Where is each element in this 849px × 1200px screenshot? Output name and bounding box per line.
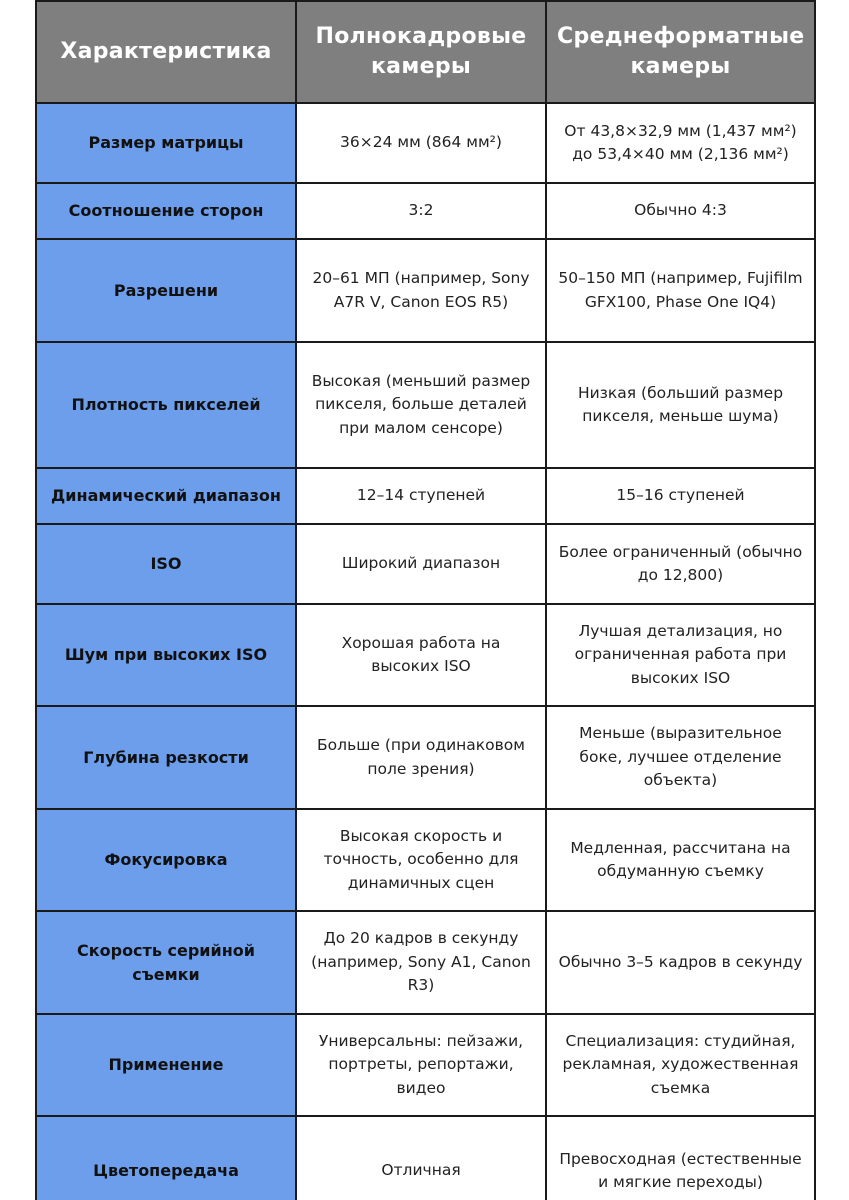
full-frame-cell: 20–61 МП (например, Sony A7R V, Canon EOS R5) xyxy=(296,239,546,342)
full-frame-cell: 36×24 мм (864 мм²) xyxy=(296,103,546,183)
table-row xyxy=(36,342,815,468)
medium-format-cell: Обычно 4:3 xyxy=(546,183,815,239)
row-label: Разрешени xyxy=(36,239,296,342)
full-frame-cell: 3:2 xyxy=(296,183,546,239)
row-label: Цветопередача xyxy=(36,1116,296,1200)
row-label: Фокусировка xyxy=(36,809,296,911)
header-full-frame: Полнокадровые камеры xyxy=(296,1,546,103)
row-label: Скорость серийной съемки xyxy=(36,911,296,1014)
row-label: Применение xyxy=(36,1014,296,1116)
row-label: Шум при высоких ISO xyxy=(36,604,296,706)
table-row xyxy=(36,1014,815,1116)
medium-format-cell: Специализация: студийная, рекламная, художественная съемка xyxy=(546,1014,815,1116)
full-frame-cell: Высокая скорость и точность, особенно для динамичных сцен xyxy=(296,809,546,911)
medium-format-cell: 15–16 ступеней xyxy=(546,468,815,524)
medium-format-cell: 50–150 МП (например, Fujifilm GFX100, Phase One IQ4) xyxy=(546,239,815,342)
medium-format-cell: Лучшая детализация, но ограниченная работа при высоких ISO xyxy=(546,604,815,706)
full-frame-cell: Больше (при одинаковом поле зрения) xyxy=(296,706,546,809)
table-row xyxy=(36,604,815,706)
row-label: ISO xyxy=(36,524,296,604)
table-row xyxy=(36,706,815,809)
full-frame-cell: Отличная xyxy=(296,1116,546,1200)
table-row xyxy=(36,911,815,1014)
medium-format-cell: Обычно 3–5 кадров в секунду xyxy=(546,911,815,1014)
row-label: Плотность пикселей xyxy=(36,342,296,468)
row-label: Соотношение сторон xyxy=(36,183,296,239)
table-row xyxy=(36,468,815,524)
full-frame-cell: Универсальны: пейзажи, портреты, репортажи, видео xyxy=(296,1014,546,1116)
table-row xyxy=(36,183,815,239)
full-frame-cell: Хорошая работа на высоких ISO xyxy=(296,604,546,706)
row-label: Динамический диапазон xyxy=(36,468,296,524)
comparison-table xyxy=(35,0,816,1200)
row-label: Глубина резкости xyxy=(36,706,296,809)
row-label: Размер матрицы xyxy=(36,103,296,183)
full-frame-cell: Широкий диапазон xyxy=(296,524,546,604)
medium-format-cell: От 43,8×32,9 мм (1,437 мм²) до 53,4×40 мм (2,136 мм²) xyxy=(546,103,815,183)
medium-format-cell: Превосходная (естественные и мягкие переходы) xyxy=(546,1116,815,1200)
medium-format-cell: Меньше (выразительное боке, лучшее отделение объекта) xyxy=(546,706,815,809)
medium-format-cell: Более ограниченный (обычно до 12,800) xyxy=(546,524,815,604)
table-row xyxy=(36,103,815,183)
table-row xyxy=(36,1116,815,1200)
header-medium-format: Среднеформатные камеры xyxy=(546,1,815,103)
table-row xyxy=(36,239,815,342)
medium-format-cell: Медленная, рассчитана на обдуманную съемку xyxy=(546,809,815,911)
table-row xyxy=(36,809,815,911)
header-row xyxy=(36,1,815,103)
full-frame-cell: 12–14 ступеней xyxy=(296,468,546,524)
table-row xyxy=(36,524,815,604)
full-frame-cell: До 20 кадров в секунду (например, Sony A1, Canon R3) xyxy=(296,911,546,1014)
medium-format-cell: Низкая (больший размер пикселя, меньше шума) xyxy=(546,342,815,468)
full-frame-cell: Высокая (меньший размер пикселя, больше деталей при малом сенсоре) xyxy=(296,342,546,468)
header-characteristic: Характеристика xyxy=(36,1,296,103)
